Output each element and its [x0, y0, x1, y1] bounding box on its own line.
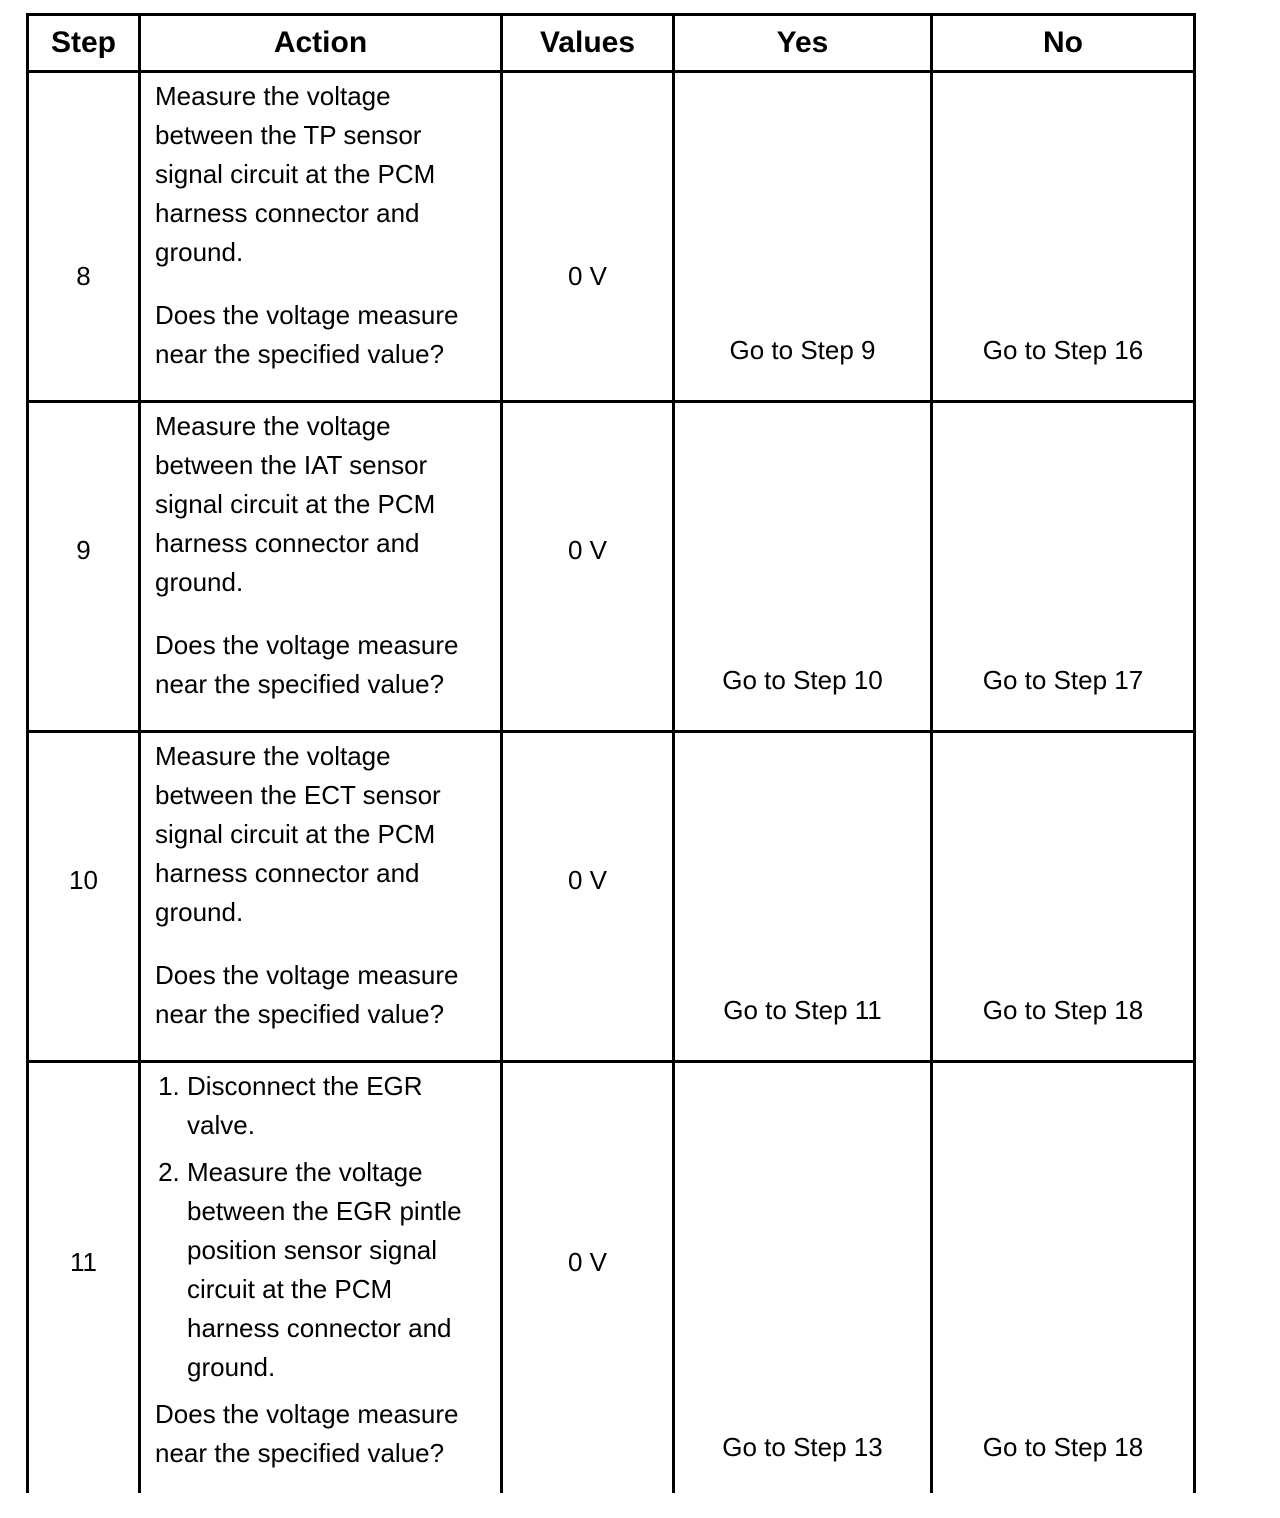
no-goto: Go to Step 18 — [982, 995, 1144, 1025]
action-cell — [141, 403, 503, 730]
header-step: Step — [29, 16, 141, 70]
step-cell — [29, 1063, 141, 1493]
yes-goto: Go to Step 13 — [722, 1432, 883, 1462]
step-cell — [29, 403, 141, 730]
action-cell — [141, 733, 503, 1060]
value-text: 0 V — [567, 1247, 608, 1277]
yes-cell — [675, 73, 933, 400]
value-text: 0 V — [567, 535, 608, 565]
table-row — [29, 73, 1193, 403]
no-cell — [933, 733, 1193, 1060]
yes-cell — [675, 733, 933, 1060]
step-number: 11 — [70, 1247, 97, 1277]
value-text: 0 V — [567, 261, 608, 291]
action-cell — [141, 1063, 503, 1493]
step-number: 9 — [76, 535, 91, 565]
no-goto: Go to Step 16 — [982, 335, 1144, 365]
diagnostic-table — [26, 13, 1196, 1493]
yes-cell — [675, 1063, 933, 1493]
table-row — [29, 733, 1193, 1063]
table-row — [29, 403, 1193, 733]
action-cell — [141, 73, 503, 400]
header-no: No — [1043, 26, 1083, 59]
values-cell — [503, 733, 675, 1060]
step-cell — [29, 73, 141, 400]
value-text: 0 V — [567, 865, 608, 895]
action-question: Does the voltage measure near the specified value? — [155, 300, 459, 369]
table-header-row — [29, 16, 1193, 73]
action-question: Does the voltage measure near the specified value? — [155, 630, 459, 699]
values-cell — [503, 73, 675, 400]
table-row — [29, 1063, 1193, 1493]
header-values: Values — [503, 16, 675, 70]
list-item: 1. Disconnect the EGR valve. — [187, 1067, 490, 1145]
yes-goto: Go to Step 10 — [722, 665, 883, 695]
no-cell — [933, 1063, 1193, 1493]
step-cell — [29, 733, 141, 1060]
action-text: Measure the voltage between the IAT sensor signal circuit at the PCM harness connector and ground. — [155, 411, 436, 597]
yes-goto: Go to Step 9 — [729, 335, 876, 365]
no-cell — [933, 73, 1193, 400]
action-question: Does the voltage measure near the specified value? — [155, 1399, 459, 1468]
action-text: Measure the voltage between the TP sensor signal circuit at the PCM harness connector and ground. — [155, 81, 436, 267]
action-steps-list — [155, 1067, 490, 1387]
action-text: Measure the voltage between the ECT sensor signal circuit at the PCM harness connector and ground. — [155, 741, 441, 927]
yes-cell — [675, 403, 933, 730]
values-cell — [503, 403, 675, 730]
step-number: 10 — [69, 865, 98, 895]
header-yes: Yes — [675, 16, 933, 70]
list-item: 2. Measure the voltage between the EGR pintle position sensor signal circuit at the PCM harness connector and ground. — [187, 1153, 490, 1387]
yes-goto: Go to Step 11 — [723, 995, 882, 1025]
no-cell — [933, 403, 1193, 730]
step-number: 8 — [76, 261, 91, 291]
action-question: Does the voltage measure near the specified value? — [155, 960, 459, 1029]
no-goto: Go to Step 18 — [982, 1432, 1144, 1462]
no-goto: Go to Step 17 — [982, 665, 1144, 695]
header-action: Action — [141, 16, 503, 70]
values-cell — [503, 1063, 675, 1493]
